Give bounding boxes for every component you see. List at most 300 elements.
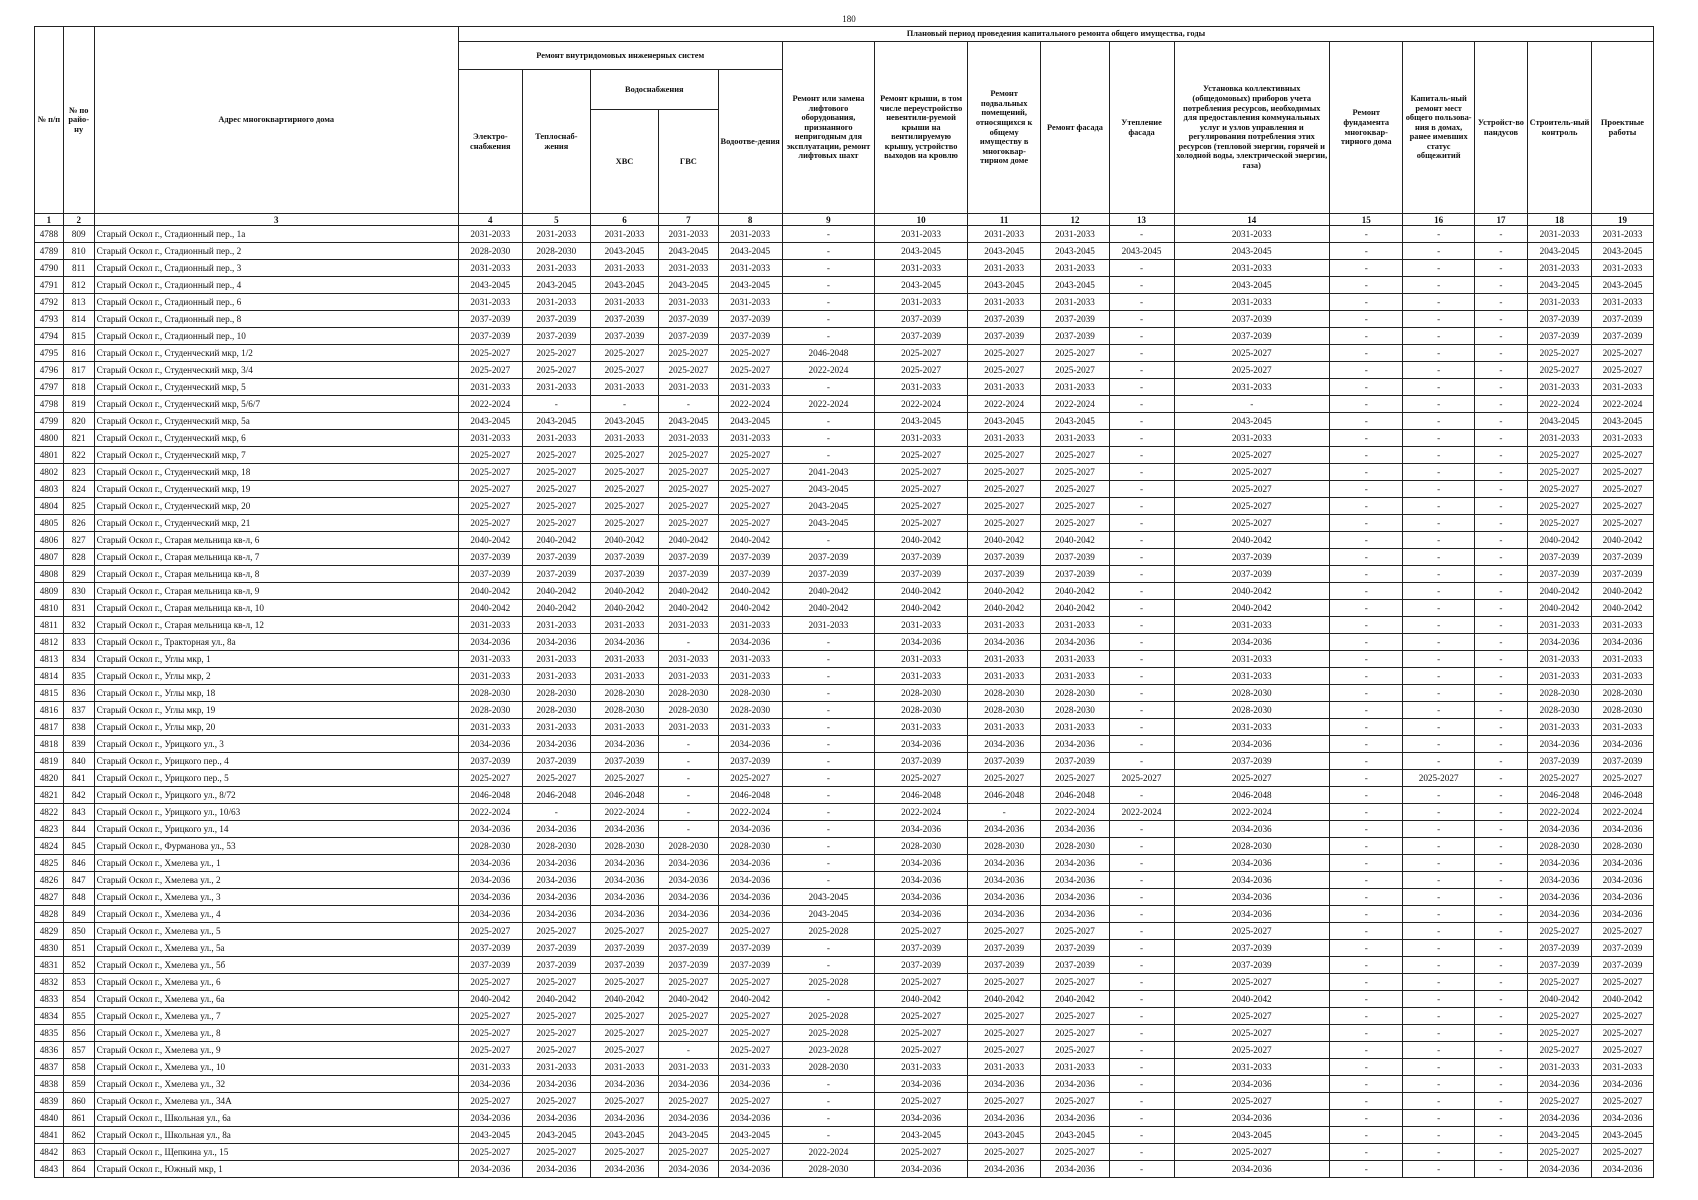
header-meters: Установка коллективных (общедомовых) приборов учета потребления ресурсов, необходимых для предоставления коммунальных услуг и узлов управления и регулирования потребления этих ресурсов (тепловой энергии, горячей и холодной воды, электрической энергии, газа) — [1174, 42, 1329, 214]
cell-cold-water: 2043-2045 — [590, 277, 658, 294]
cell-facade-insulation: - — [1109, 566, 1174, 583]
table-row — [35, 753, 1654, 770]
table-row — [35, 515, 1654, 532]
cell-drainage: 2025-2027 — [718, 515, 782, 532]
cell-heat: 2034-2036 — [522, 1161, 590, 1178]
cell-address: Старый Оскол г., Студенческий мкр, 21 — [94, 515, 458, 532]
cell-electricity: 2022-2024 — [458, 396, 522, 413]
cell-electricity: 2034-2036 — [458, 736, 522, 753]
cell-electricity: 2034-2036 — [458, 1110, 522, 1127]
cell-hot-water: 2025-2027 — [659, 498, 719, 515]
cell-cold-water: 2037-2039 — [590, 549, 658, 566]
cell-dormitory: - — [1403, 1059, 1474, 1076]
cell-cold-water: 2034-2036 — [590, 889, 658, 906]
cell-drainage: 2025-2027 — [718, 1144, 782, 1161]
cell-roof: 2031-2033 — [875, 651, 968, 668]
cell-hot-water: - — [659, 787, 719, 804]
cell-roof: 2037-2039 — [875, 311, 968, 328]
cell-ramps: - — [1474, 464, 1527, 481]
cell-basement: 2040-2042 — [967, 600, 1040, 617]
cell-hot-water: 2034-2036 — [659, 889, 719, 906]
cell-elevator: - — [782, 838, 875, 855]
table-row — [35, 940, 1654, 957]
cell-meters: 2025-2027 — [1174, 481, 1329, 498]
cell-ramps: - — [1474, 736, 1527, 753]
cell-supervision: 2031-2033 — [1528, 719, 1592, 736]
cell-facade-insulation: - — [1109, 447, 1174, 464]
cell-address: Старый Оскол г., Щепкина ул., 15 — [94, 1144, 458, 1161]
cell-row-num: 4813 — [35, 651, 64, 668]
cell-hot-water: 2031-2033 — [659, 379, 719, 396]
cell-dormitory: - — [1403, 1110, 1474, 1127]
cell-heat: 2034-2036 — [522, 634, 590, 651]
table-row — [35, 906, 1654, 923]
cell-basement: 2025-2027 — [967, 1025, 1040, 1042]
cell-elevator: - — [782, 447, 875, 464]
cell-cold-water: 2031-2033 — [590, 294, 658, 311]
cell-elevator: 2025-2028 — [782, 1008, 875, 1025]
cell-ramps: - — [1474, 753, 1527, 770]
cell-design: 2031-2033 — [1591, 651, 1653, 668]
cell-drainage: 2037-2039 — [718, 940, 782, 957]
cell-drainage: 2031-2033 — [718, 294, 782, 311]
cell-design: 2025-2027 — [1591, 498, 1653, 515]
cell-row-num: 4803 — [35, 481, 64, 498]
cell-cold-water: 2037-2039 — [590, 311, 658, 328]
cell-heat: 2028-2030 — [522, 838, 590, 855]
cell-cold-water: 2025-2027 — [590, 464, 658, 481]
cell-basement: 2025-2027 — [967, 770, 1040, 787]
cell-hot-water: - — [659, 804, 719, 821]
cell-elevator: 2022-2024 — [782, 396, 875, 413]
cell-cold-water: 2043-2045 — [590, 413, 658, 430]
cell-foundation: - — [1329, 1161, 1402, 1178]
cell-cold-water: 2022-2024 — [590, 804, 658, 821]
cell-meters: 2025-2027 — [1174, 362, 1329, 379]
cell-facade: 2028-2030 — [1041, 702, 1109, 719]
cell-heat: 2025-2027 — [522, 1042, 590, 1059]
cell-district-num: 858 — [63, 1059, 94, 1076]
cell-address: Старый Оскол г., Южный мкр, 1 — [94, 1161, 458, 1178]
cell-basement: - — [967, 804, 1040, 821]
cell-supervision: 2040-2042 — [1528, 991, 1592, 1008]
cell-facade-insulation: - — [1109, 1042, 1174, 1059]
cell-hot-water: 2034-2036 — [659, 1161, 719, 1178]
cell-roof: 2046-2048 — [875, 787, 968, 804]
cell-drainage: 2025-2027 — [718, 345, 782, 362]
cell-dormitory: - — [1403, 974, 1474, 991]
cell-district-num: 834 — [63, 651, 94, 668]
cell-foundation: - — [1329, 1110, 1402, 1127]
cell-design: 2025-2027 — [1591, 1008, 1653, 1025]
cell-foundation: - — [1329, 634, 1402, 651]
cell-roof: 2034-2036 — [875, 872, 968, 889]
cell-electricity: 2025-2027 — [458, 1042, 522, 1059]
cell-elevator: - — [782, 532, 875, 549]
cell-district-num: 844 — [63, 821, 94, 838]
cell-heat: 2031-2033 — [522, 379, 590, 396]
cell-address: Старый Оскол г., Хмелева ул., 6а — [94, 991, 458, 1008]
cell-facade-insulation: - — [1109, 634, 1174, 651]
cell-design: 2025-2027 — [1591, 515, 1653, 532]
cell-electricity: 2034-2036 — [458, 1161, 522, 1178]
cell-facade: 2040-2042 — [1041, 532, 1109, 549]
cell-electricity: 2037-2039 — [458, 328, 522, 345]
cell-elevator: - — [782, 668, 875, 685]
cell-supervision: 2025-2027 — [1528, 770, 1592, 787]
cell-hot-water: 2043-2045 — [659, 1127, 719, 1144]
cell-drainage: 2040-2042 — [718, 991, 782, 1008]
cell-supervision: 2034-2036 — [1528, 821, 1592, 838]
cell-facade: 2043-2045 — [1041, 277, 1109, 294]
cell-facade-insulation: - — [1109, 396, 1174, 413]
cell-facade: 2037-2039 — [1041, 328, 1109, 345]
cell-foundation: - — [1329, 702, 1402, 719]
cell-foundation: - — [1329, 1008, 1402, 1025]
cell-drainage: 2031-2033 — [718, 1059, 782, 1076]
cell-hot-water: 2031-2033 — [659, 294, 719, 311]
cell-row-num: 4836 — [35, 1042, 64, 1059]
header-heat: Теплоснаб-жения — [522, 70, 590, 214]
header-foundation: Ремонт фундамента многоквар-тирного дома — [1329, 42, 1402, 214]
cell-meters: 2037-2039 — [1174, 957, 1329, 974]
cell-facade: 2043-2045 — [1041, 413, 1109, 430]
table-row — [35, 226, 1654, 243]
cell-meters: - — [1174, 396, 1329, 413]
cell-roof: 2031-2033 — [875, 226, 968, 243]
cell-meters: 2031-2033 — [1174, 719, 1329, 736]
cell-facade: 2025-2027 — [1041, 481, 1109, 498]
cell-roof: 2028-2030 — [875, 702, 968, 719]
cell-foundation: - — [1329, 855, 1402, 872]
cell-ramps: - — [1474, 328, 1527, 345]
cell-meters: 2040-2042 — [1174, 991, 1329, 1008]
cell-basement: 2034-2036 — [967, 1110, 1040, 1127]
cell-roof: 2037-2039 — [875, 753, 968, 770]
cell-design: 2031-2033 — [1591, 668, 1653, 685]
cell-district-num: 836 — [63, 685, 94, 702]
cell-basement: 2043-2045 — [967, 243, 1040, 260]
cell-basement: 2037-2039 — [967, 753, 1040, 770]
cell-cold-water: 2025-2027 — [590, 498, 658, 515]
cell-hot-water: 2025-2027 — [659, 974, 719, 991]
cell-meters: 2034-2036 — [1174, 1161, 1329, 1178]
cell-supervision: 2028-2030 — [1528, 838, 1592, 855]
cell-roof: 2025-2027 — [875, 447, 968, 464]
cell-drainage: 2022-2024 — [718, 804, 782, 821]
cell-elevator: - — [782, 260, 875, 277]
header-address: Адрес многоквартирного дома — [94, 27, 458, 214]
cell-dormitory: - — [1403, 1161, 1474, 1178]
cell-drainage: 2025-2027 — [718, 1025, 782, 1042]
cell-facade-insulation: - — [1109, 940, 1174, 957]
cell-drainage: 2025-2027 — [718, 1093, 782, 1110]
cell-cold-water: 2034-2036 — [590, 1076, 658, 1093]
cell-supervision: 2031-2033 — [1528, 379, 1592, 396]
cell-cold-water: 2037-2039 — [590, 328, 658, 345]
cell-cold-water: 2034-2036 — [590, 1161, 658, 1178]
cell-ramps: - — [1474, 804, 1527, 821]
cell-supervision: 2034-2036 — [1528, 634, 1592, 651]
cell-elevator: 2023-2028 — [782, 1042, 875, 1059]
cell-ramps: - — [1474, 1127, 1527, 1144]
cell-drainage: 2034-2036 — [718, 821, 782, 838]
cell-row-num: 4789 — [35, 243, 64, 260]
cell-basement: 2034-2036 — [967, 906, 1040, 923]
cell-electricity: 2028-2030 — [458, 838, 522, 855]
cell-foundation: - — [1329, 736, 1402, 753]
cell-dormitory: - — [1403, 260, 1474, 277]
cell-supervision: 2037-2039 — [1528, 753, 1592, 770]
cell-hot-water: 2031-2033 — [659, 617, 719, 634]
cell-row-num: 4805 — [35, 515, 64, 532]
cell-roof: 2025-2027 — [875, 1025, 968, 1042]
cell-basement: 2034-2036 — [967, 855, 1040, 872]
cell-supervision: 2022-2024 — [1528, 804, 1592, 821]
cell-elevator: - — [782, 243, 875, 260]
cell-foundation: - — [1329, 974, 1402, 991]
cell-facade-insulation: - — [1109, 294, 1174, 311]
table-row — [35, 855, 1654, 872]
cell-hot-water: 2034-2036 — [659, 855, 719, 872]
header-ramps: Устройст-во пандусов — [1474, 42, 1527, 214]
cell-facade-insulation: - — [1109, 1025, 1174, 1042]
cell-foundation: - — [1329, 957, 1402, 974]
cell-dormitory: - — [1403, 702, 1474, 719]
repair-schedule-table — [34, 26, 1654, 1178]
cell-design: 2046-2048 — [1591, 787, 1653, 804]
cell-facade-insulation: 2043-2045 — [1109, 243, 1174, 260]
cell-basement: 2040-2042 — [967, 991, 1040, 1008]
cell-roof: 2025-2027 — [875, 1093, 968, 1110]
table-row — [35, 430, 1654, 447]
cell-row-num: 4830 — [35, 940, 64, 957]
cell-elevator: 2043-2045 — [782, 498, 875, 515]
cell-design: 2034-2036 — [1591, 634, 1653, 651]
cell-electricity: 2034-2036 — [458, 821, 522, 838]
cell-address: Старый Оскол г., Урицкого ул., 3 — [94, 736, 458, 753]
cell-meters: 2040-2042 — [1174, 600, 1329, 617]
cell-cold-water: 2040-2042 — [590, 600, 658, 617]
cell-facade: 2031-2033 — [1041, 668, 1109, 685]
cell-roof: 2040-2042 — [875, 532, 968, 549]
cell-basement: 2025-2027 — [967, 447, 1040, 464]
cell-elevator: - — [782, 226, 875, 243]
cell-facade: 2031-2033 — [1041, 226, 1109, 243]
cell-hot-water: 2025-2027 — [659, 447, 719, 464]
cell-heat: 2043-2045 — [522, 277, 590, 294]
cell-address: Старый Оскол г., Студенческий мкр, 1/2 — [94, 345, 458, 362]
cell-elevator: - — [782, 1076, 875, 1093]
cell-drainage: 2040-2042 — [718, 600, 782, 617]
cell-hot-water: 2025-2027 — [659, 515, 719, 532]
cell-meters: 2025-2027 — [1174, 1093, 1329, 1110]
cell-supervision: 2034-2036 — [1528, 1161, 1592, 1178]
cell-basement: 2022-2024 — [967, 396, 1040, 413]
cell-ramps: - — [1474, 362, 1527, 379]
cell-dormitory: - — [1403, 634, 1474, 651]
cell-electricity: 2025-2027 — [458, 498, 522, 515]
cell-hot-water: - — [659, 821, 719, 838]
cell-electricity: 2034-2036 — [458, 906, 522, 923]
cell-facade-insulation: - — [1109, 413, 1174, 430]
cell-cold-water: 2040-2042 — [590, 991, 658, 1008]
cell-supervision: 2022-2024 — [1528, 396, 1592, 413]
column-number-row — [35, 214, 1654, 226]
cell-row-num: 4802 — [35, 464, 64, 481]
cell-basement: 2025-2027 — [967, 923, 1040, 940]
cell-dormitory: - — [1403, 889, 1474, 906]
cell-electricity: 2031-2033 — [458, 651, 522, 668]
cell-hot-water: 2031-2033 — [659, 1059, 719, 1076]
cell-row-num: 4806 — [35, 532, 64, 549]
cell-design: 2034-2036 — [1591, 872, 1653, 889]
cell-facade: 2040-2042 — [1041, 991, 1109, 1008]
cell-foundation: - — [1329, 804, 1402, 821]
cell-row-num: 4799 — [35, 413, 64, 430]
cell-district-num: 862 — [63, 1127, 94, 1144]
cell-roof: 2025-2027 — [875, 923, 968, 940]
cell-row-num: 4809 — [35, 583, 64, 600]
cell-hot-water: - — [659, 770, 719, 787]
cell-meters: 2025-2027 — [1174, 923, 1329, 940]
cell-district-num: 859 — [63, 1076, 94, 1093]
table-row — [35, 1025, 1654, 1042]
cell-design: 2025-2027 — [1591, 770, 1653, 787]
column-number: 6 — [590, 214, 658, 226]
cell-hot-water: 2031-2033 — [659, 719, 719, 736]
cell-meters: 2025-2027 — [1174, 464, 1329, 481]
cell-facade: 2034-2036 — [1041, 634, 1109, 651]
cell-facade: 2031-2033 — [1041, 379, 1109, 396]
cell-foundation: - — [1329, 923, 1402, 940]
cell-facade: 2031-2033 — [1041, 430, 1109, 447]
cell-facade: 2025-2027 — [1041, 974, 1109, 991]
cell-address: Старый Оскол г., Хмелева ул., 5а — [94, 940, 458, 957]
cell-hot-water: 2025-2027 — [659, 1008, 719, 1025]
column-number: 7 — [659, 214, 719, 226]
cell-row-num: 4791 — [35, 277, 64, 294]
cell-heat: 2037-2039 — [522, 328, 590, 345]
cell-row-num: 4837 — [35, 1059, 64, 1076]
cell-facade: 2037-2039 — [1041, 311, 1109, 328]
cell-foundation: - — [1329, 872, 1402, 889]
cell-district-num: 854 — [63, 991, 94, 1008]
cell-elevator: - — [782, 328, 875, 345]
table-row — [35, 1161, 1654, 1178]
cell-address: Старый Оскол г., Хмелева ул., 34А — [94, 1093, 458, 1110]
cell-heat: 2034-2036 — [522, 1110, 590, 1127]
cell-drainage: 2043-2045 — [718, 277, 782, 294]
cell-facade-insulation: - — [1109, 430, 1174, 447]
cell-foundation: - — [1329, 770, 1402, 787]
cell-dormitory: - — [1403, 957, 1474, 974]
cell-facade-insulation: - — [1109, 600, 1174, 617]
cell-facade: 2037-2039 — [1041, 549, 1109, 566]
cell-dormitory: - — [1403, 345, 1474, 362]
cell-hot-water: - — [659, 1042, 719, 1059]
cell-elevator: - — [782, 685, 875, 702]
cell-meters: 2025-2027 — [1174, 515, 1329, 532]
cell-ramps: - — [1474, 260, 1527, 277]
cell-address: Старый Оскол г., Углы мкр, 2 — [94, 668, 458, 685]
cell-ramps: - — [1474, 1161, 1527, 1178]
cell-foundation: - — [1329, 260, 1402, 277]
cell-address: Старый Оскол г., Стадионный пер., 4 — [94, 277, 458, 294]
cell-meters: 2034-2036 — [1174, 889, 1329, 906]
cell-district-num: 825 — [63, 498, 94, 515]
cell-facade-insulation: - — [1109, 532, 1174, 549]
page-number: 180 — [842, 14, 856, 24]
cell-electricity: 2037-2039 — [458, 753, 522, 770]
cell-address: Старый Оскол г., Студенческий мкр, 7 — [94, 447, 458, 464]
cell-supervision: 2031-2033 — [1528, 617, 1592, 634]
table-row — [35, 1076, 1654, 1093]
cell-facade-insulation: - — [1109, 515, 1174, 532]
cell-cold-water: 2025-2027 — [590, 1093, 658, 1110]
cell-basement: 2031-2033 — [967, 651, 1040, 668]
cell-ramps: - — [1474, 243, 1527, 260]
cell-electricity: 2025-2027 — [458, 770, 522, 787]
cell-basement: 2025-2027 — [967, 345, 1040, 362]
cell-dormitory: - — [1403, 991, 1474, 1008]
cell-hot-water: 2040-2042 — [659, 583, 719, 600]
cell-drainage: 2037-2039 — [718, 753, 782, 770]
cell-heat: 2031-2033 — [522, 260, 590, 277]
cell-drainage: 2031-2033 — [718, 226, 782, 243]
cell-electricity: 2037-2039 — [458, 311, 522, 328]
cell-design: 2037-2039 — [1591, 940, 1653, 957]
cell-cold-water: 2031-2033 — [590, 617, 658, 634]
table-row — [35, 413, 1654, 430]
cell-row-num: 4833 — [35, 991, 64, 1008]
cell-design: 2031-2033 — [1591, 226, 1653, 243]
cell-heat: 2043-2045 — [522, 1127, 590, 1144]
cell-facade: 2025-2027 — [1041, 1042, 1109, 1059]
cell-electricity: 2037-2039 — [458, 566, 522, 583]
cell-address: Старый Оскол г., Стадионный пер., 8 — [94, 311, 458, 328]
cell-ramps: - — [1474, 821, 1527, 838]
cell-hot-water: 2043-2045 — [659, 277, 719, 294]
cell-ramps: - — [1474, 294, 1527, 311]
cell-electricity: 2031-2033 — [458, 430, 522, 447]
cell-roof: 2028-2030 — [875, 685, 968, 702]
cell-basement: 2031-2033 — [967, 260, 1040, 277]
cell-row-num: 4812 — [35, 634, 64, 651]
cell-dormitory: - — [1403, 855, 1474, 872]
cell-facade-insulation: - — [1109, 872, 1174, 889]
cell-foundation: - — [1329, 1127, 1402, 1144]
cell-design: 2034-2036 — [1591, 1161, 1653, 1178]
cell-elevator: 2025-2028 — [782, 1025, 875, 1042]
header-district-num: № по райо-ну — [63, 27, 94, 214]
cell-elevator: - — [782, 413, 875, 430]
cell-drainage: 2031-2033 — [718, 651, 782, 668]
cell-drainage: 2034-2036 — [718, 855, 782, 872]
cell-electricity: 2031-2033 — [458, 617, 522, 634]
cell-cold-water: 2031-2033 — [590, 379, 658, 396]
cell-meters: 2034-2036 — [1174, 1110, 1329, 1127]
cell-district-num: 861 — [63, 1110, 94, 1127]
cell-district-num: 864 — [63, 1161, 94, 1178]
cell-cold-water: 2028-2030 — [590, 702, 658, 719]
cell-row-num: 4808 — [35, 566, 64, 583]
cell-design: 2034-2036 — [1591, 821, 1653, 838]
cell-heat: 2034-2036 — [522, 821, 590, 838]
table-row — [35, 260, 1654, 277]
table-row — [35, 787, 1654, 804]
cell-supervision: 2031-2033 — [1528, 260, 1592, 277]
